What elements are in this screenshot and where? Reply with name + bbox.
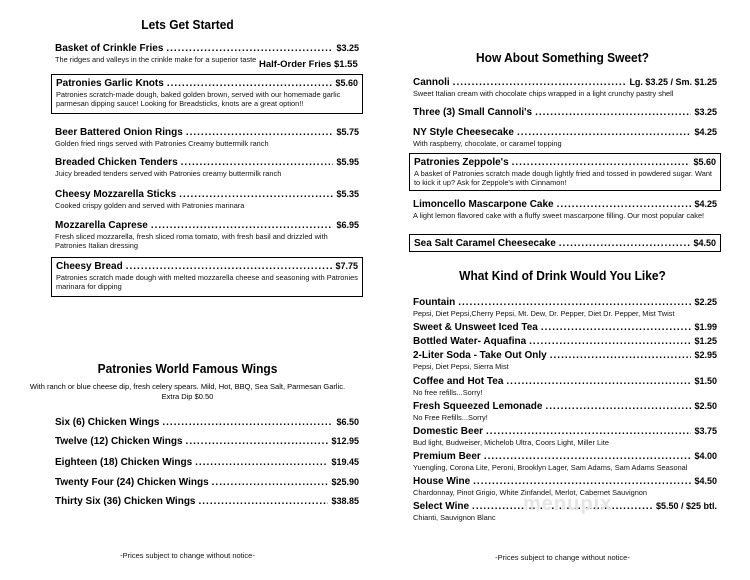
drink-coffee-tea	[413, 375, 717, 397]
wings-flavors: With ranch or blue cheese dip, fresh celery spears. Mild, Hot, BBQ, Sea Salt, Parmesan Garlic.	[29, 382, 346, 391]
item-name: Domestic Beer	[413, 426, 484, 437]
leader-dots	[484, 451, 692, 463]
item-price: $19.45	[331, 457, 359, 467]
item-name: 2-Liter Soda - Take Out Only	[413, 350, 547, 361]
drink-domestic-beer	[413, 425, 717, 447]
leader-dots	[550, 350, 692, 362]
item-name: Cheesy Mozzarella Sticks	[55, 189, 177, 200]
item-description: Fresh sliced mozzarella, fresh sliced roma tomato, with fresh basil and drizzled with Patronies Italian dressing	[55, 232, 328, 251]
item-name: Six (6) Chicken Wings	[55, 417, 160, 428]
item-price: $6.95	[336, 220, 359, 230]
item-price: $3.25	[694, 107, 717, 117]
item-price: $4.50	[693, 238, 716, 248]
leader-dots	[541, 322, 692, 334]
leader-dots	[473, 476, 691, 488]
item-price: $4.00	[694, 451, 717, 461]
item-name: Limoncello Mascarpone Cake	[413, 199, 554, 210]
item-price: $3.25	[336, 43, 359, 53]
leader-dots	[557, 199, 692, 211]
item-description: No free refills...Sorry!	[413, 388, 483, 397]
item-price: $2.95	[694, 350, 717, 360]
item-price: $1.50	[694, 376, 717, 386]
menu-item-limoncello-cake	[413, 198, 717, 220]
menu-item-chicken-tenders	[55, 156, 359, 178]
leader-dots	[195, 457, 328, 469]
item-name: Thirty Six (36) Chicken Wings	[55, 496, 196, 507]
item-name: Bottled Water- Aquafina	[413, 336, 527, 347]
item-price: $38.85	[331, 496, 359, 506]
leader-dots	[486, 426, 691, 438]
item-name: Sea Salt Caramel Cheesecake	[414, 238, 556, 249]
section-title-wings: Patronies World Famous Wings	[97, 361, 278, 376]
item-name: Breaded Chicken Tenders	[55, 157, 178, 168]
menu-item-cannoli	[413, 76, 717, 98]
menu-item-wings-18	[55, 456, 359, 469]
item-description: A basket of Patronies scratch made dough lightly fried and tossed in powdered sugar. Want to kick it up? Ask for Zeppole's with Cinnamon!	[414, 169, 712, 188]
item-description: Yuengling, Corona Lite, Peroni, Brooklyn Lager, Sam Adams, Sam Adams Seasonal	[413, 463, 688, 472]
item-description: No Free Refills...Sorry!	[413, 413, 488, 422]
leader-dots	[529, 336, 691, 348]
item-name: Patronies Zeppole's	[414, 157, 509, 168]
drink-iced-tea	[413, 321, 717, 334]
leader-dots	[167, 78, 333, 90]
section-title-starters: Lets Get Started	[141, 17, 234, 32]
item-price: $2.25	[694, 297, 717, 307]
item-name: Three (3) Small Cannoli's	[413, 107, 533, 118]
leader-dots	[186, 127, 334, 139]
drink-fountain	[413, 296, 717, 318]
item-description: Chianti, Sauvignon Blanc	[413, 513, 496, 522]
item-price: $5.35	[336, 189, 359, 199]
menu-item-sea-salt-cheesecake	[409, 234, 721, 252]
item-name: Twelve (12) Chicken Wings	[55, 436, 183, 447]
menu-item-mozzarella-caprese	[55, 219, 359, 251]
wings-intro	[0, 382, 375, 402]
item-name: Premium Beer	[413, 451, 481, 462]
item-description: Cooked crispy golden and served with Patronies marinara	[55, 201, 245, 210]
menu-item-wings-24	[55, 476, 359, 489]
item-name: Fountain	[413, 297, 456, 308]
item-name: Eighteen (18) Chicken Wings	[55, 457, 193, 468]
item-description: Patronies scratch made dough with melted mozzarella cheese and seasoning with Patronies marinara for dipping	[56, 273, 358, 292]
item-price: $1.99	[694, 322, 717, 332]
section-title-desserts: How About Something Sweet?	[476, 50, 649, 65]
half-order-fries: Half-Order Fries $1.55	[259, 59, 358, 70]
menu-item-cheesy-bread	[51, 257, 363, 297]
menu-item-wings-6	[55, 416, 359, 429]
item-price: $5.95	[336, 157, 359, 167]
leader-dots	[199, 496, 329, 508]
menu-item-wings-36	[55, 495, 359, 508]
item-price: $4.25	[694, 199, 717, 209]
menu-item-ny-cheesecake	[413, 126, 717, 148]
item-price: $5.60	[693, 157, 716, 167]
leader-dots	[166, 43, 333, 55]
item-price: Lg. $3.25 / Sm. $1.25	[629, 77, 717, 87]
item-description: A light lemon flavored cake with a fluffy sweet mascarpone filling. Our most popular cake!	[413, 211, 705, 220]
item-description: Pepsi, Diet Pepsi,Cherry Pepsi, Mt. Dew, Dr. Pepper, Diet Dr. Pepper, Mist Twist	[413, 309, 675, 318]
leader-dots	[512, 157, 691, 169]
wings-extra-dip: Extra Dip $0.50	[161, 392, 214, 401]
item-name: Fresh Squeezed Lemonade	[413, 401, 543, 412]
item-description: Sweet Italian cream with chocolate chips wrapped in a light crunchy pastry shell	[413, 89, 674, 98]
item-description: Patronies scratch-made dough, baked golden brown, served with our homemade garlic parmesan dipping sauce! Looking for Breadsticks, knots are a great option!!	[56, 90, 341, 109]
leader-dots	[545, 401, 691, 413]
leader-dots	[126, 261, 333, 273]
item-price: $2.50	[694, 401, 717, 411]
leader-dots	[162, 417, 333, 429]
drink-2-liter-soda	[413, 349, 717, 371]
drink-premium-beer	[413, 450, 717, 472]
item-price: $1.25	[694, 336, 717, 346]
item-price: $6.50	[336, 417, 359, 427]
item-name: Select Wine	[413, 501, 470, 512]
item-price: $4.50	[694, 476, 717, 486]
item-name: Cannoli	[413, 77, 450, 88]
item-name: Sweet & Unsweet Iced Tea	[413, 322, 538, 333]
leader-dots	[453, 77, 627, 89]
item-name: Cheesy Bread	[56, 261, 123, 272]
item-price: $12.95	[331, 436, 359, 446]
item-price: $7.75	[335, 261, 358, 271]
leader-dots	[517, 127, 691, 139]
menu-item-small-cannolis	[413, 106, 717, 119]
item-description: Golden fried rings served with Patronies Creamy buttermilk ranch	[55, 139, 269, 148]
price-notice: -Prices subject to change without notice-	[120, 551, 255, 560]
leader-dots	[559, 238, 691, 250]
leader-dots	[458, 297, 691, 309]
item-description: Juicy breaded tenders served with Patronies creamy buttermilk ranch	[55, 169, 282, 178]
item-description: The ridges and valleys in the crinkle make for a superior taste	[55, 55, 257, 64]
menu-item-wings-12	[55, 435, 359, 448]
item-description: With raspberry, chocolate, or caramel topping	[413, 139, 562, 148]
menu-item-garlic-knots	[51, 74, 363, 114]
price-notice: -Prices subject to change without notice-	[495, 553, 630, 562]
leader-dots	[212, 477, 329, 489]
item-price: $5.50 / $25 btl.	[655, 501, 717, 511]
leader-dots	[181, 157, 334, 169]
item-name: Beer Battered Onion Rings	[55, 127, 183, 138]
item-name: House Wine	[413, 476, 471, 487]
drink-bottled-water	[413, 335, 717, 348]
item-description: Pepsi, Diet Pepsi, Sierra Mist	[413, 362, 509, 371]
item-name: Patronies Garlic Knots	[56, 78, 164, 89]
leader-dots	[186, 436, 329, 448]
item-price: $25.90	[331, 477, 359, 487]
drink-lemonade	[413, 400, 717, 422]
menu-item-onion-rings	[55, 126, 359, 148]
item-description: Bud light, Budweiser, Michelob Ultra, Coors Light, Miller Lite	[413, 438, 609, 447]
item-name: Coffee and Hot Tea	[413, 376, 504, 387]
item-price: $5.60	[335, 78, 358, 88]
section-title-drinks: What Kind of Drink Would You Like?	[459, 268, 666, 283]
leader-dots	[535, 107, 691, 119]
leader-dots	[506, 376, 691, 388]
item-description: Chardonnay, Pinot Grigio, White Zinfandel, Merlot, Cabernet Sauvignon	[413, 488, 648, 497]
item-name: Basket of Crinkle Fries	[55, 43, 164, 54]
item-price: $5.75	[336, 127, 359, 137]
item-name: NY Style Cheesecake	[413, 127, 514, 138]
menu-item-zeppoles	[409, 153, 721, 191]
leader-dots	[151, 220, 334, 232]
item-price: $3.75	[694, 426, 717, 436]
item-name: Mozzarella Caprese	[55, 220, 148, 231]
menu-item-mozzarella-sticks	[55, 188, 359, 210]
watermark: menupix	[523, 493, 613, 515]
item-price: $4.25	[694, 127, 717, 137]
leader-dots	[179, 189, 333, 201]
right-menu-page	[375, 0, 750, 580]
item-name: Twenty Four (24) Chicken Wings	[55, 477, 209, 488]
